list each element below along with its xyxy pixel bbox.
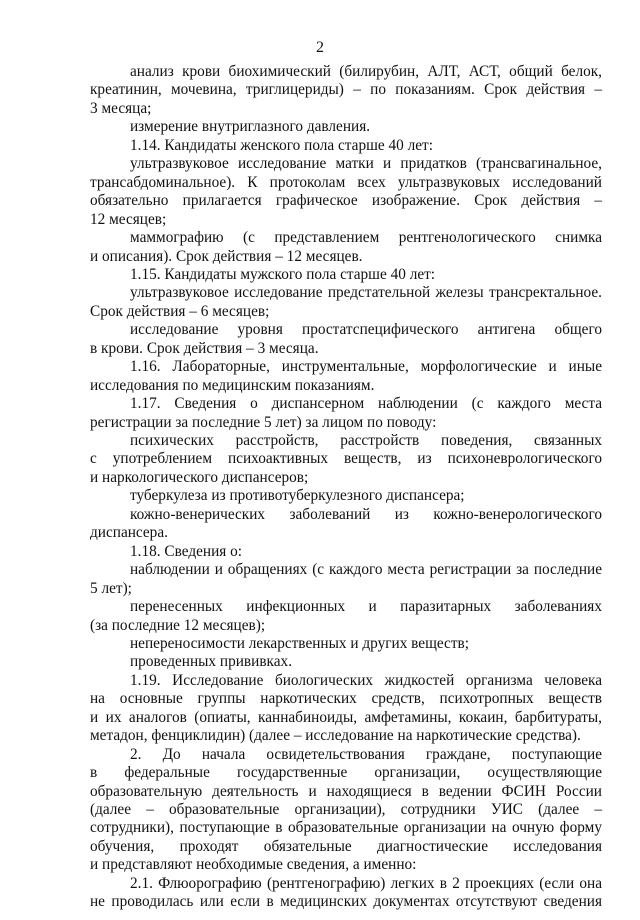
text-line: (далее – образовательные организации), сотрудники УИС (далее – <box>90 801 602 818</box>
text-line: 1.19. Исследование биологических жидкостей организма человека <box>130 671 602 689</box>
text-line: наблюдении и обращениях (с каждого места регистрации за последние <box>130 561 602 579</box>
text-line: 1.14. Кандидаты женского пола старше 40 лет: <box>130 136 433 154</box>
page-number: 2 <box>316 39 324 56</box>
text-line: и наркологического диспансеров; <box>90 468 309 486</box>
text-line: креатинин, мочевина, триглицериды) – по показаниям. Срок действия – <box>90 81 602 99</box>
text-line: психических расстройств, расстройств поведения, связанных <box>130 432 602 449</box>
text-line: измерение внутриглазного давления. <box>130 118 371 136</box>
text-line: 12 месяцев; <box>90 210 167 228</box>
text-line: с употреблением психоактивных веществ, из психоневрологического <box>90 450 602 468</box>
text-line: 3 месяца; <box>90 99 152 117</box>
text-line: (за последние 12 месяцев); <box>90 616 266 634</box>
text-line: перенесенных инфекционных и паразитарных заболеваниях <box>130 598 602 616</box>
text-line: 1.18. Сведения о: <box>130 542 243 560</box>
text-line: Срок действия – 6 месяцев; <box>90 302 270 320</box>
text-line: не проводилась или если в медицинских документах отсутствуют сведения <box>90 893 602 911</box>
text-line: образовательную деятельность и находящиеся в ведении ФСИН России <box>90 782 602 800</box>
text-line: на основные группы наркотических средств, психотропных веществ <box>90 690 602 708</box>
text-line: туберкулеза из противотуберкулезного диспансера; <box>130 487 465 505</box>
text-line: маммографию (с представлением рентгенологического снимка <box>130 229 602 247</box>
text-line: трансабдоминальное). К протоколам всех ультразвуковых исследований <box>90 173 602 191</box>
text-line: 1.17. Сведения о диспансерном наблюдении (с каждого места <box>130 395 602 413</box>
text-line: 1.16. Лабораторные, инструментальные, морфологические и иные <box>130 358 602 376</box>
text-line: метадон, фенциклидин) (далее – исследование на наркотические средства). <box>90 727 581 745</box>
text-line: регистрации за последние 5 лет) за лицом по поводу: <box>90 413 437 431</box>
text-line: исследование уровня простатспецифического антигена общего <box>130 321 602 339</box>
text-line: проведенных прививках. <box>130 653 293 671</box>
text-line: 1.15. Кандидаты мужского пола старше 40 лет: <box>130 265 436 283</box>
text-line: диспансера. <box>90 524 168 542</box>
text-line: ультразвуковое исследование матки и придатков (трансвагинальное, <box>130 155 602 173</box>
text-line: в крови. Срок действия – 3 месяца. <box>90 339 319 357</box>
text-line: и описания). Срок действия – 12 месяцев. <box>90 247 363 265</box>
text-line: исследования по медицинским показаниям. <box>90 376 375 394</box>
text-line: 2. До начала освидетельствования граждане, поступающие <box>130 745 602 763</box>
text-line: обязательно прилагается графическое изображение. Срок действия – <box>90 192 602 210</box>
text-line: сотрудники), поступающие в образовательные организации на очную форму <box>90 819 602 837</box>
text-line: 5 лет); <box>90 579 132 597</box>
text-line: анализ крови биохимический (билирубин, АЛТ, АСТ, общий белок, <box>130 63 602 80</box>
text-line: и их аналогов (опиаты, каннабиноиды, амфетамины, кокаин, барбитураты, <box>90 708 602 726</box>
text-line: ультразвуковое исследование предстательной железы трансректальное. <box>130 284 602 302</box>
text-line: 2.1. Флюорографию (рентгенографию) легких в 2 проекциях (если она <box>130 874 602 892</box>
text-line: обучения, проходят обязательные диагностические исследования <box>90 837 602 855</box>
text-line: в федеральные государственные организации, осуществляющие <box>90 764 602 782</box>
text-line: кожно-венерических заболеваний из кожно-венерологического <box>130 505 602 523</box>
text-line: непереносимости лекарственных и других веществ; <box>130 634 469 652</box>
text-line: и представляют необходимые сведения, а именно: <box>90 856 417 874</box>
